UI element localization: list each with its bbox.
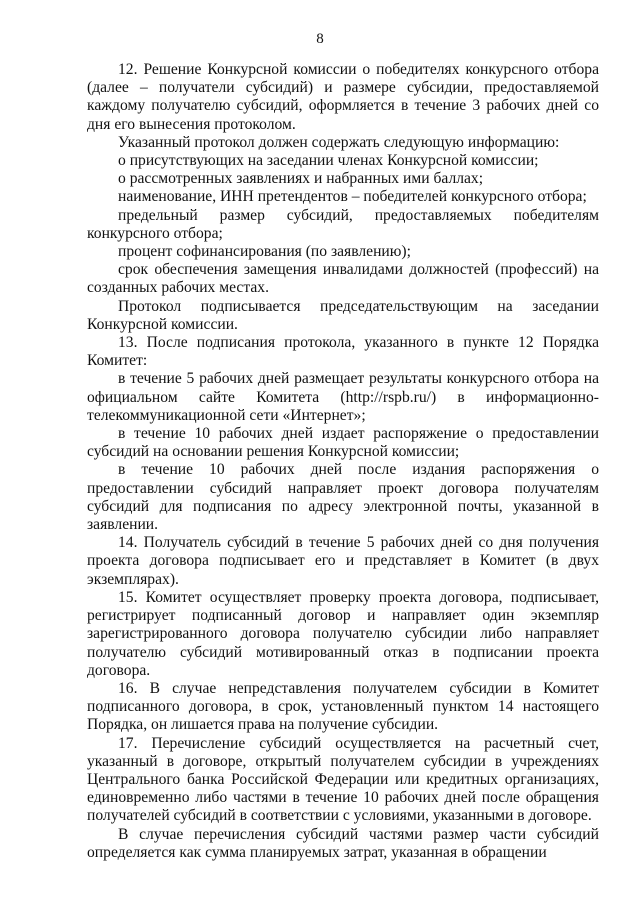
paragraph-14: 14. Получатель субсидий в течение 5 рабочих дней со дня получения проекта договора подписывает его и представляет в Комитет (в двух экземплярах). <box>87 534 599 588</box>
protocol-item: процент софинансирования (по заявлению); <box>118 243 411 261</box>
paragraph-16: 16. В случае непредставления получателем субсидии в Комитет подписанного договора, в срок, установленный пунктом 14 настоящего Порядка, он лишается права на получение субсидии. <box>87 679 599 734</box>
paragraph-12: 12. Решение Конкурсной комиссии о победителях конкурсного отбора (далее – получатели субсидий) и размере субсидии, предоставляемой каждому получателю субсидий, оформляется в течение 3 рабочих дней со дня его вынесения протоколом. <box>87 61 599 133</box>
paragraph-17: 17. Перечисление субсидий осуществляется на расчетный счет, указанный в договоре, открытый получателем субсидии в учреждениях Центрального банка Российской Федерации или кредитных организациях, единовременно либо частями в течение 10 рабочих дней после обращения получателей субсидий в соответствии с условиями, указанными в договоре. <box>87 734 599 825</box>
protocol-item: о рассмотренных заявлениях и набранных ими баллах; <box>118 170 484 188</box>
paragraph-15: 15. Комитет осуществляет проверку проекта договора, подписывает, регистрирует подписанный договор и направляет один экземпляр зарегистрированного договора получателю субсидии либо направляет получателю субсидий мотивированный отказ в подписании проекта договора. <box>87 588 599 679</box>
protocol-item: наименование, ИНН претендентов – победителей конкурсного отбора; <box>118 188 587 206</box>
paragraph-protocol-intro: Указанный протокол должен содержать следующую информацию: <box>118 133 560 151</box>
paragraph-13: 13. После подписания протокола, указанного в пункте 12 Порядка Комитет: <box>87 334 599 370</box>
protocol-item: срок обеспечения замещения инвалидами должностей (профессий) на созданных рабочих местах. <box>87 261 599 297</box>
protocol-item: о присутствующих на заседании членах Конкурсной комиссии; <box>118 152 539 170</box>
committee-action-item: в течение 5 рабочих дней размещает результаты конкурсного отбора на официальном сайте Комитета (http://rspb.ru/) в информационно-телекоммуникационной сети «Интернет»; <box>87 370 599 424</box>
paragraph-partial-payment: В случае перечисления субсидий частями размер части субсидий определяется как сумма планируемых затрат, указанная в обращении <box>87 825 599 861</box>
protocol-item: предельный размер субсидий, предоставляемых победителям конкурсного отбора; <box>87 206 599 242</box>
page-number: 8 <box>316 31 324 47</box>
document-body <box>87 61 599 862</box>
committee-action-item: в течение 10 рабочих дней издает распоряжение о предоставлении субсидий на основании решения Конкурсной комиссии; <box>87 425 599 461</box>
committee-action-item: в течение 10 рабочих дней после издания распоряжения о предоставлении субсидий направляет проект договора получателям субсидий для подписания по адресу электронной почты, указанной в заявлении. <box>87 461 599 534</box>
paragraph-protocol-signing: Протокол подписывается председательствующим на заседании Конкурсной комиссии. <box>87 297 599 333</box>
